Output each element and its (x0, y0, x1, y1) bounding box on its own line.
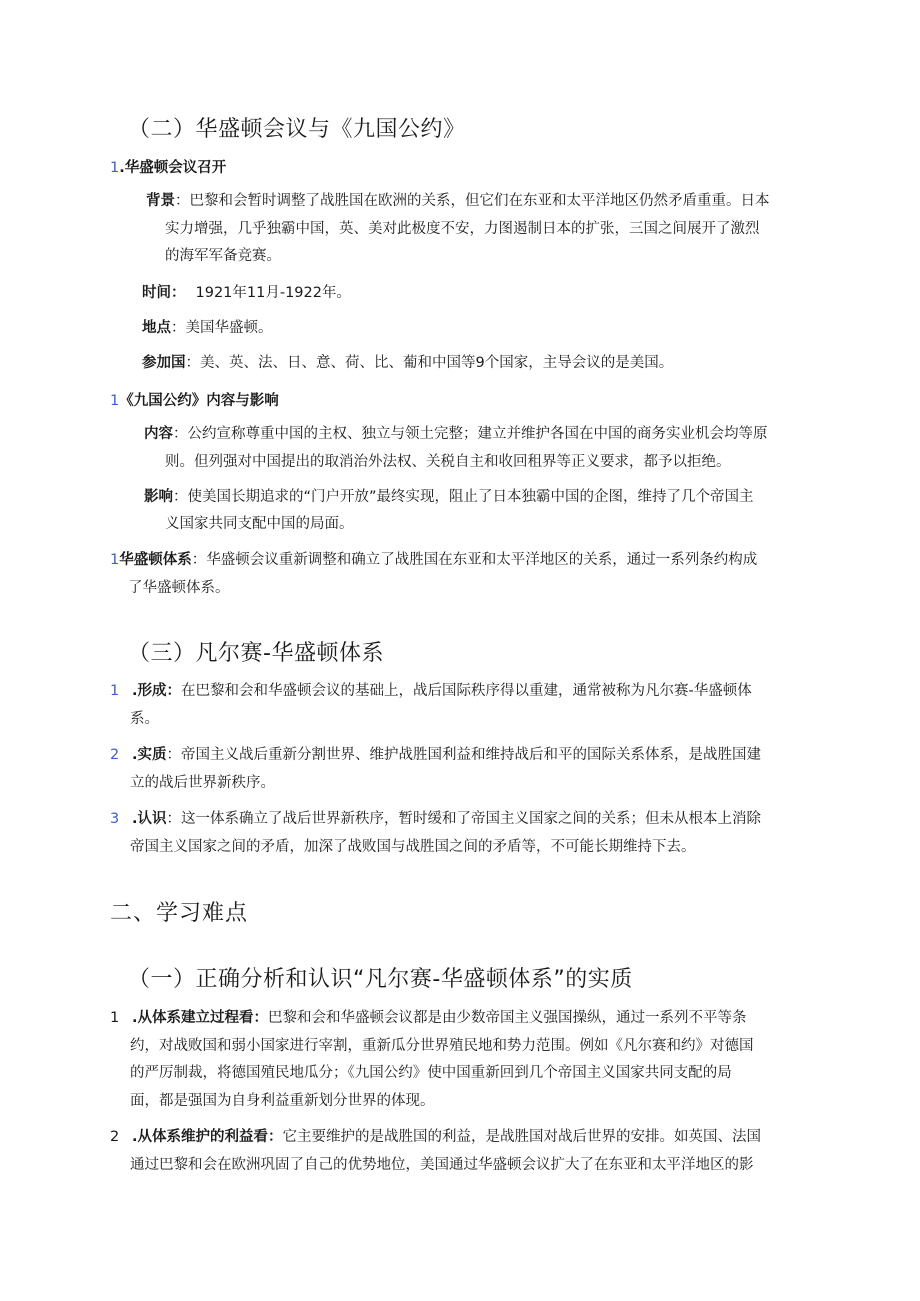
understanding-text-1: ：这一体系确立了战后世界新秩序，暂时缓和了帝国主义国家之间的关系；但未从根本上消除 (166, 811, 762, 827)
formation-line-1 (110, 681, 752, 701)
item-number: 1 (110, 393, 120, 409)
washington-system-line-2: 了华盛顿体系。 (128, 580, 230, 596)
impact-text-1: ：使美国长期追求的“门户开放”最终实现，阻止了日本独霸中国的企图，维持了几个帝国主 (173, 489, 754, 505)
essence-text-1: ：帝国主义战后重新分割世界、维护战胜国利益和维持战后和平的国际关系体系，是战胜国建 (166, 747, 762, 763)
process-line-4: 面，都是强国为自身利益重新划分世界的体现。 (130, 1093, 435, 1109)
item-title: .华盛顿会议召开 (119, 160, 227, 176)
item-number: 2 (110, 747, 120, 763)
process-line-1 (110, 1008, 747, 1028)
background-line-1 (146, 191, 770, 211)
formation-label: .形成： (132, 683, 182, 699)
background-label: 背景 (146, 193, 175, 209)
item-number: 2 (110, 1129, 120, 1145)
place-label: 地点 (142, 320, 171, 336)
item-number: 1 (110, 552, 120, 568)
item-heading-conference (110, 156, 226, 177)
participants-label: 参加国 (142, 355, 186, 371)
impact-line-1 (144, 487, 754, 507)
interests-line-2: 通过巴黎和会在欧洲巩固了自己的优势地位，美国通过华盛顿会议扩大了在东亚和太平洋地区的影 (130, 1157, 754, 1173)
interests-label: .从体系维护的利益看： (132, 1129, 283, 1145)
background-text-1: ：巴黎和会暂时调整了战胜国在欧洲的关系，但它们在东亚和太平洋地区仍然矛盾重重。日本 (175, 193, 770, 209)
part-heading-difficulties: 二、学习难点 (110, 901, 249, 926)
place-value: ：美国华盛顿。 (171, 320, 273, 336)
process-text-1: 巴黎和会和华盛顿会议都是由少数帝国主义强国操纵，通过一系列不平等条 (268, 1010, 747, 1026)
impact-line-2: 义国家共同支配中国的局面。 (165, 516, 354, 532)
item-number: 3 (110, 811, 120, 827)
content-line-1 (144, 424, 768, 444)
washington-system-line-1 (110, 550, 757, 570)
section-heading-washington: （二）华盛顿会议与《九国公约》 (128, 117, 466, 142)
understanding-line-2: 帝国主义国家之间的矛盾，加深了战败国与战胜国之间的矛盾等，不可能长期维持下去。 (130, 839, 696, 855)
subsection-heading-essence: （一）正确分析和认识“凡尔赛-华盛顿体系”的实质 (128, 967, 633, 992)
interests-line-1 (110, 1127, 761, 1147)
item-title: 《九国公约》内容与影响 (119, 393, 279, 409)
essence-label: .实质 (132, 747, 167, 763)
formation-text-1: 在巴黎和会和华盛顿会议的基础上，战后国际秩序得以重建，通常被称为凡尔赛-华盛顿体 (181, 683, 752, 699)
process-line-2: 约，对战败国和弱小国家进行宰割，重新瓜分世界殖民地和势力范围。例如《凡尔赛和约》对德国 (130, 1038, 754, 1054)
understanding-label: .认识 (132, 811, 167, 827)
interests-text-1: 它主要维护的是战胜国的利益，是战胜国对战后世界的安排。如英国、法国 (282, 1129, 762, 1145)
essence-line-2: 立的战后世界新秩序。 (130, 775, 275, 791)
item-heading-treaty (110, 389, 279, 410)
formation-line-2: 系。 (130, 711, 159, 727)
content-label: 内容 (144, 426, 173, 442)
impact-label: 影响 (144, 489, 173, 505)
understanding-line-1 (110, 809, 761, 829)
item-number: 1 (110, 160, 120, 176)
content-line-2: 则。但列强对中国提出的取消治外法权、关税自主和收回租界等正义要求，都予以拒绝。 (165, 454, 731, 470)
time-label: 时间： (142, 285, 186, 301)
process-label: .从体系建立过程看： (132, 1010, 269, 1026)
section-heading-versailles-washington: （三）凡尔赛-华盛顿体系 (128, 641, 384, 666)
washington-system-text-1: ：华盛顿会议重新调整和确立了战胜国在东亚和太平洋地区的关系，通过一系列条约构成 (191, 552, 758, 568)
content-text-1: ：公约宣称尊重中国的主权、独立与领土完整；建立并维护各国在中国的商务实业机会均等原 (173, 426, 768, 442)
washington-system-label: 华盛顿体系 (119, 552, 192, 568)
process-line-3: 的严厉制裁，将德国殖民地瓜分；《九国公约》使中国重新回到几个帝国主义国家共同支配的局 (130, 1065, 732, 1081)
essence-line-1 (110, 745, 761, 765)
background-line-3: 的海军军备竞赛。 (165, 248, 281, 264)
item-number: 1 (110, 683, 120, 699)
time-line (142, 283, 351, 303)
participants-value: ：美、英、法、日、意、荷、比、葡和中国等9个国家，主导会议的是美国。 (185, 355, 674, 371)
place-line (142, 318, 273, 338)
participants-line (142, 353, 673, 373)
background-line-2: 实力增强，几乎独霸中国，英、美对此极度不安，力图遏制日本的扩张，三国之间展开了激烈 (165, 221, 760, 237)
item-number: 1 (110, 1010, 120, 1026)
time-value: 1921年11月-1922年。 (195, 285, 351, 301)
